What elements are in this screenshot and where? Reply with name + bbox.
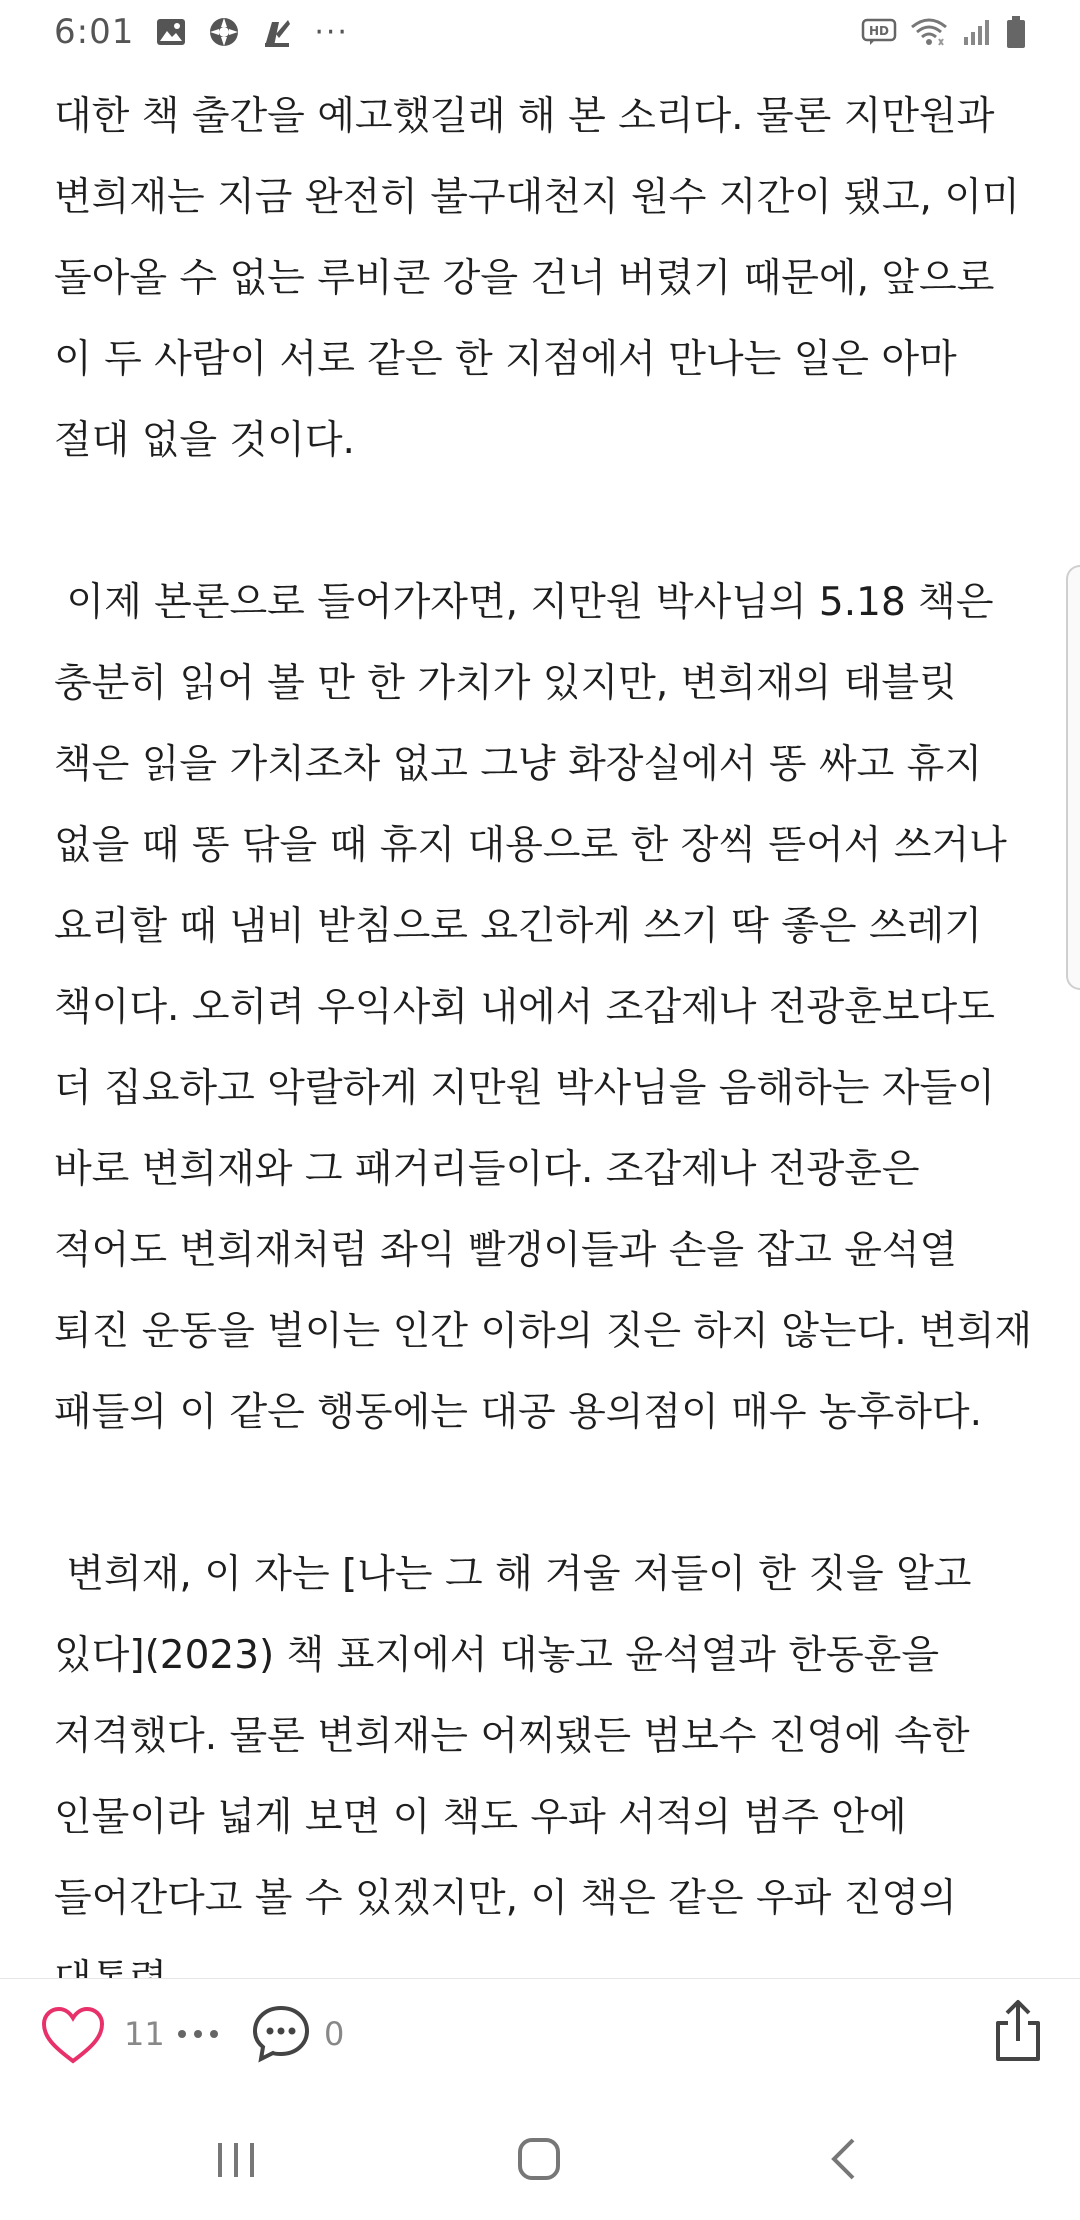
system-nav-bar (0, 2100, 1080, 2220)
action-bar (0, 1978, 1080, 2100)
article-paragraph: 변희재, 이 자는 [나는 그 해 겨울 저들이 한 짓을 알고 있다](2023) 책 표지에서 대놓고 윤석열과 한동훈을 저격했다. 물론 변희재는 어찌됐든 범보수 진영에 속한 인물이라 넓게 보면 이 책도 우파 서적의 범주 안에 들어간다고 볼 수 있겠지만, 이 책은 같은 우파 진영의 (54, 1552, 972, 1921)
paragraph-spacer (54, 1453, 1034, 1534)
like-button[interactable] (40, 2005, 106, 2067)
status-time: 6:01 (54, 12, 135, 52)
more-dot (178, 2030, 186, 2038)
status-left (54, 12, 349, 52)
more-dot (210, 2030, 218, 2038)
wifi-icon (910, 17, 948, 47)
article-paragraph: 이제 본론으로 들어가자면, 지만원 박사님의 5.18 책은 충분히 읽어 볼 만 한 가치가 있지만, 변희재의 태블릿 책은 읽을 가치조차 없고 그냥 화장실에서 똥 싸고 휴지 없을 때 똥 닦을 때 휴지 대용으로 한 장씩 뜯어서 쓰거나 요리할 때 냄비 받침으로 요긴하게 쓰기 딱 좋은 쓰레기 책이다. 오히려 우익사회 내에서 조갑제나 전광훈보다도 더 집요하고 악랄하게 지만원 박사님을 음해하는 자들이 바로 변희재와 그 패거리들이다. 조갑제나 전광훈은 적어도 변희재처럼 좌익 빨갱이들과 손을 잡고 윤석열 퇴진 운동을 벌이는 인간 이하의 짓은 하지 않는다. 변희재 패들의 이 같은 행동에는 대공 용의점이 매우 농후하다. (54, 580, 1045, 1435)
comment-icon (250, 2003, 312, 2065)
battery-icon (1006, 15, 1026, 49)
hd-icon (862, 18, 896, 46)
more-icon: ··· (314, 14, 349, 50)
home-icon (516, 2136, 562, 2182)
home-button[interactable] (516, 2136, 562, 2182)
more-options-button[interactable] (178, 2019, 228, 2049)
status-right (862, 15, 1026, 49)
share-icon (990, 1999, 1046, 2063)
back-button[interactable] (826, 2136, 860, 2182)
article-paragraph: 대한 책 출간을 예고했길래 해 본 소리다. 물론 지만원과 변희재는 지금 완전히 불구대천지 원수 지간이 됐고, 이미 돌아올 수 없는 루비콘 강을 건너 버렸기 때문에, 앞으로 이 두 사람이 서로 같은 한 지점에서 만나는 일은 아마 절대 없을 것이다. (54, 94, 1033, 463)
more-dot (194, 2030, 202, 2038)
heart-icon (40, 2005, 106, 2067)
article-content (54, 76, 1045, 1976)
settings-icon (208, 16, 240, 48)
share-button[interactable] (990, 1999, 1046, 2063)
recents-icon (214, 2140, 258, 2180)
paragraph-spacer (54, 481, 1034, 562)
gallery-icon (156, 18, 186, 46)
signal-icon (962, 17, 992, 47)
recents-button[interactable] (214, 2140, 258, 2180)
scroll-handle[interactable] (1066, 565, 1080, 990)
comment-button[interactable] (250, 2003, 312, 2065)
svg-text:HD: HD (868, 24, 890, 38)
like-count: 11 (124, 2015, 165, 2053)
app-icon (262, 16, 292, 48)
status-bar (0, 0, 1080, 64)
back-icon (826, 2136, 860, 2182)
comment-count: 0 (324, 2015, 345, 2053)
